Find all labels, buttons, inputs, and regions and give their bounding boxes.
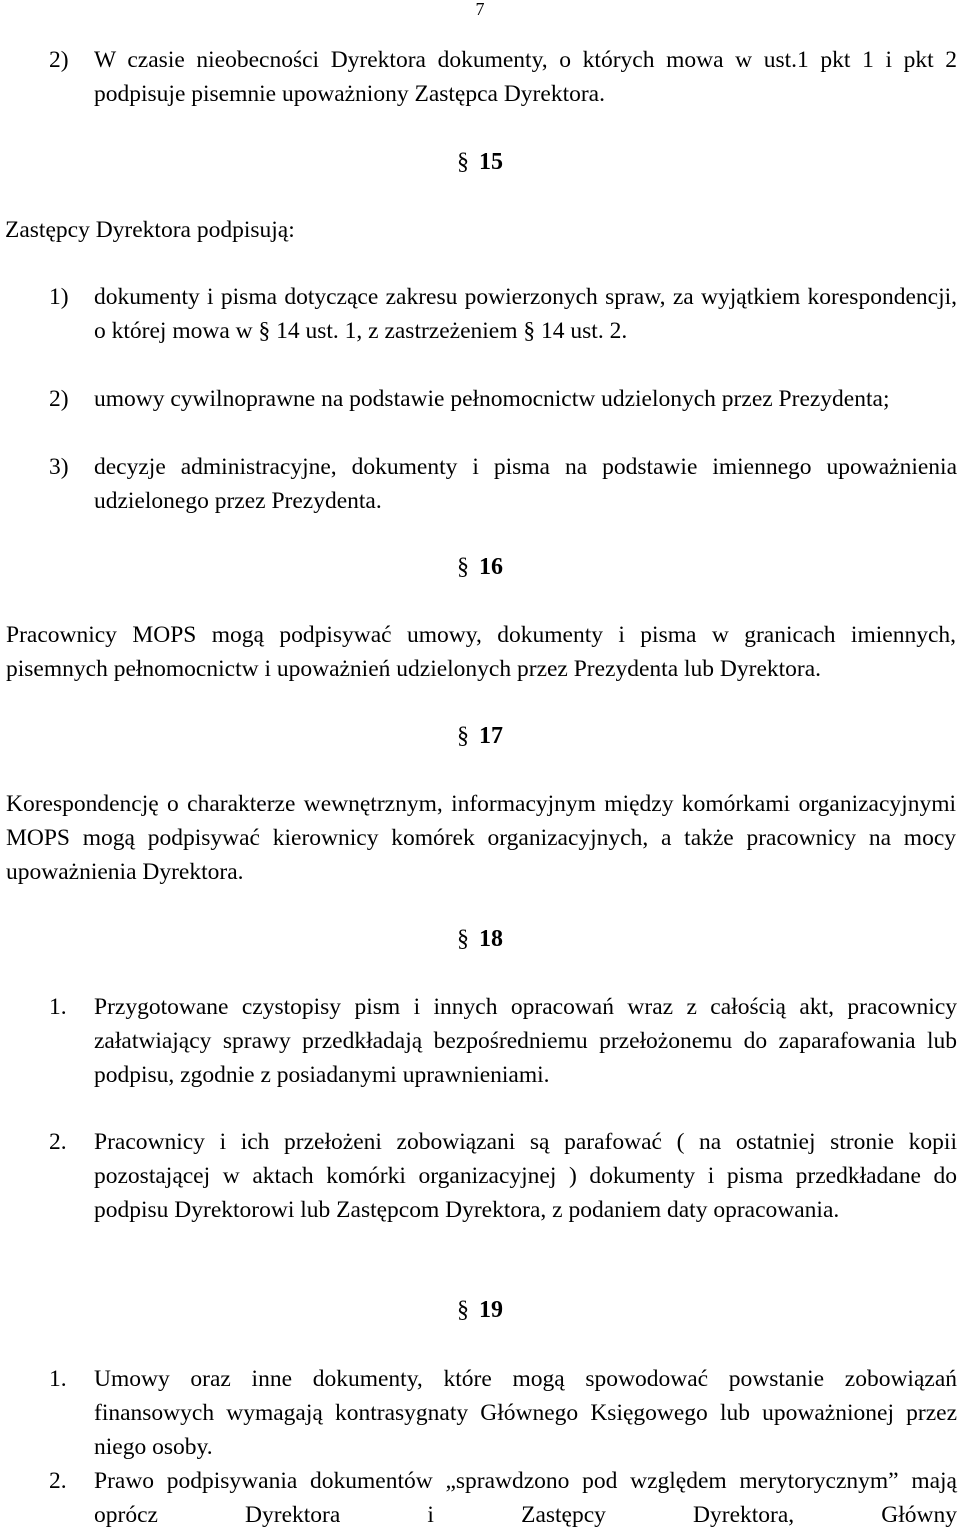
list-item-number: 3) (49, 454, 69, 480)
list-item (49, 1125, 957, 1227)
list-item-number: 1. (49, 994, 67, 1020)
list-item (49, 990, 957, 1092)
list-item (49, 450, 957, 518)
section-number: 18 (479, 926, 503, 952)
list-item-number: 2. (49, 1468, 67, 1494)
list-item (49, 382, 957, 416)
list-item-number: 2) (49, 386, 69, 412)
section-sign: § (457, 926, 469, 952)
section-heading-17 (0, 719, 960, 753)
section-number: 19 (479, 1297, 503, 1323)
list-item-text: Umowy oraz inne dokumenty, które mogą spowodować powstanie zobowiązań finansowych wymagają kontrasygnaty Głównego Księgowego lub upoważnionej przez niego osoby. (94, 1366, 957, 1460)
section-heading-15 (0, 145, 960, 179)
list-item-text: W czasie nieobecności Dyrektora dokumenty, o których mowa w ust.1 pkt 1 i pkt 2 podpisuje pisemnie upoważniony Zastępca Dyrektora. (94, 47, 957, 107)
list-item-text: dokumenty i pisma dotyczące zakresu powierzonych spraw, za wyjątkiem korespondencji, o której mowa w § 14 ust. 1, z zastrzeżeniem § 14 ust. 2. (94, 284, 957, 344)
paragraph: Zastępcy Dyrektora podpisują: (5, 217, 295, 243)
paragraph: Korespondencję o charakterze wewnętrznym, informacyjnym między komórkami organizacyjnymi MOPS mogą podpisywać kierownicy komórek organizacyjnych, a także pracownicy na mocy upoważnienia Dyrektora. (6, 791, 956, 885)
section-heading-16 (0, 550, 960, 584)
paragraph: Pracownicy MOPS mogą podpisywać umowy, dokumenty i pisma w granicach imiennych, pisemnych pełnomocnictw i upoważnień udzielonych przez Prezydenta lub Dyrektora. (6, 622, 956, 682)
list-item-text: decyzje administracyjne, dokumenty i pisma na podstawie imiennego upoważnienia udzielonego przez Prezydenta. (94, 454, 957, 514)
list-item-number: 2) (49, 47, 69, 73)
list-item (49, 1362, 957, 1464)
list-item-text: Przygotowane czystopisy pism i innych opracowań wraz z całością akt, pracownicy załatwiający sprawy przedkładają bezpośredniemu przełożonemu do zaparafowania lub podpisu, zgodnie z posiadanymi uprawnieniami. (94, 994, 957, 1088)
list-item (49, 1464, 957, 1532)
section-heading-19 (0, 1293, 960, 1327)
list-item-text: Prawo podpisywania dokumentów „sprawdzono pod względem merytorycznym” mają oprócz Dyrektora i Zastępcy Dyrektora, Główny (94, 1468, 957, 1528)
section-sign: § (457, 554, 469, 580)
section-number: 15 (479, 149, 503, 175)
section-sign: § (457, 723, 469, 749)
section-sign: § (457, 149, 469, 175)
section-sign: § (457, 1297, 469, 1323)
list-item (49, 43, 957, 111)
list-item-number: 1. (49, 1366, 67, 1392)
list-item-number: 2. (49, 1129, 67, 1155)
page-number: 7 (475, 0, 485, 19)
section-heading-18 (0, 922, 960, 956)
list-item-text: Pracownicy i ich przełożeni zobowiązani są parafować ( na ostatniej stronie kopii pozostającej w aktach komórki organizacyjnej ) dokumenty i pisma przedkładane do podpisu Dyrektorowi lub Zastępcom Dyrektora, z podaniem daty opracowania. (94, 1129, 957, 1223)
section-number: 16 (479, 554, 503, 580)
list-item-number: 1) (49, 284, 69, 310)
list-item-text: umowy cywilnoprawne na podstawie pełnomocnictw udzielonych przez Prezydenta; (94, 386, 890, 412)
list-item (49, 280, 957, 348)
section-number: 17 (479, 723, 503, 749)
